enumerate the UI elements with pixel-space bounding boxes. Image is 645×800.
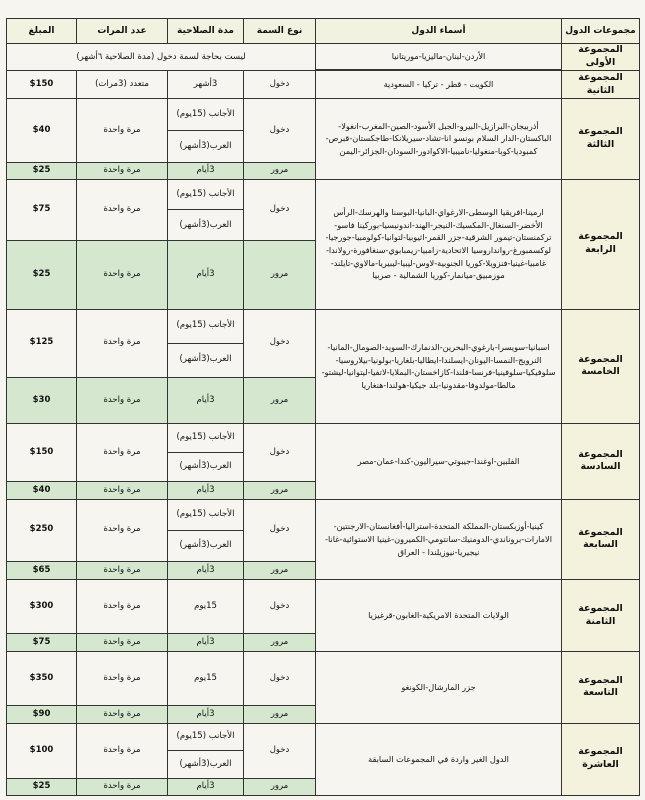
visa-type: مرور <box>244 377 316 423</box>
group-name: المجموعة الأولى <box>562 44 640 71</box>
validity-arab: العرب(3أشهر) <box>168 750 243 778</box>
header-countries: أسماء الدول <box>316 19 562 44</box>
amount: $30 <box>7 377 77 423</box>
group-countries: ارمينا-افريقيا الوسطى-الارغواي-البانيا-البوسنا والهرسك-الرأس الأخضر-السنغال-المكسيك-النيجر-الهند-اندونيسيا-بوركينا فاسو-تركمنستان-تيمور الشرقية-جزر القمر-اثيوبيا-لتوانيا-كولومبيا-جورجيا-لوكسمبورغ-روانداروسيا الاتحادية-زامبيا-زيمبابوي-سنغافورة-رولاندا-غامبيا-غينيا-فنزويلا-كوريا الجنوبية-لاوس-ليبيا-ليبيريا-مالاوي-تايلند-موزمبيق-ميانمار-كوريا الشمالية - صربيا <box>316 179 562 309</box>
table-row <box>7 723 640 779</box>
visa-fees-table <box>6 18 640 796</box>
amount: $40 <box>7 482 77 500</box>
visa-type: مرور <box>244 162 316 179</box>
group-name: المجموعة الثالثة <box>562 98 640 179</box>
amount: $65 <box>7 561 77 580</box>
group-name: المجموعة السابعة <box>562 499 640 580</box>
visa-type: دخول <box>244 652 316 706</box>
validity-foreign: الأجانب (15يوم) <box>176 731 235 742</box>
table-row <box>7 44 640 70</box>
group-name: المجموعة السادسة <box>562 424 640 499</box>
amount: $150 <box>7 424 77 482</box>
validity <box>168 723 244 779</box>
visa-type: مرور <box>244 241 316 309</box>
validity-foreign: الأجانب (15يوم) <box>176 320 235 331</box>
group-name: المجموعة التاسعة <box>562 652 640 723</box>
amount: $75 <box>7 633 77 652</box>
validity <box>168 499 244 561</box>
validity: 3أيام <box>168 561 244 580</box>
amount: $40 <box>7 98 77 162</box>
validity: 3أيام <box>168 633 244 652</box>
visa-type: مرور <box>244 633 316 652</box>
validity: 3أيام <box>168 377 244 423</box>
validity-foreign: الأجانب (15يوم) <box>176 108 235 119</box>
validity <box>168 424 244 482</box>
amount: $350 <box>7 652 77 706</box>
visa-type: دخول <box>244 71 316 98</box>
group-name: المجموعة الثامنة <box>562 580 640 652</box>
entries: مرة واحدة <box>77 779 168 796</box>
table-row <box>7 179 640 241</box>
entries: مرة واحدة <box>77 377 168 423</box>
header-row <box>7 19 640 44</box>
entries: مرة واحدة <box>77 499 168 561</box>
validity-arab: العرب(3أشهر) <box>168 343 243 377</box>
group-countries: الكويت - قطر - تركيا - السعودية <box>316 71 562 98</box>
amount: $25 <box>7 162 77 179</box>
header-visa-type: نوع السمة <box>244 19 316 44</box>
validity-foreign: الأجانب (15يوم) <box>176 188 235 199</box>
validity: 3أيام <box>168 779 244 796</box>
header-entries: عدد المرات <box>77 19 168 44</box>
entries: مرة واحدة <box>77 309 168 377</box>
entries: مرة واحدة <box>77 633 168 652</box>
visa-type: مرور <box>244 482 316 500</box>
table-row <box>7 580 640 634</box>
header-amount: المبلغ <box>7 19 77 44</box>
validity: 3أشهر <box>168 71 244 98</box>
group-countries: الدول الغير واردة في المجموعات السابقة <box>316 723 562 795</box>
table-row <box>7 71 640 98</box>
validity-foreign: الأجانب (15يوم) <box>176 508 235 519</box>
entries: مرة واحدة <box>77 482 168 500</box>
validity: 15يوم <box>168 652 244 706</box>
header-validity: مدة الصلاحية <box>168 19 244 44</box>
validity: 3أيام <box>168 241 244 309</box>
group-countries: الفلبين-اوغندا-جيبوتي-سيراليون-كندا-عمان-مصر <box>316 424 562 499</box>
validity: 3أيام <box>168 482 244 500</box>
amount: $250 <box>7 499 77 561</box>
validity: 3أيام <box>168 162 244 179</box>
group-note: ليست بحاجة لسمة دخول (مدة الصلاحية ٦أشهر) <box>7 44 316 71</box>
group-countries: كينيا-أوزبكستان-المملكة المتحدة-استراليا-أفغانستان-الارجنتين-الامارات-بروناندي-الدومنيك-سانتومي-الكميرون-غينيا الاستوائية-غانا-نيجيريا-نيوزيلندا - العراق <box>316 499 562 580</box>
visa-type: مرور <box>244 706 316 724</box>
entries: مرة واحدة <box>77 580 168 634</box>
validity-arab: العرب(3أشهر) <box>168 209 243 240</box>
visa-type: دخول <box>244 179 316 241</box>
group-name: المجموعة الثانية <box>562 71 640 98</box>
validity <box>168 98 244 162</box>
group-countries: أذربيجان-البرازيل-البيرو-الجبل الأسود-الصين-المغرب-انغولا-الباكستان-الدار السلام بونسو انا-تشاد-سيريلانكا-طاجكستان-قبرص-كمبوديا-كوبا-منغوليا-ناميبيا-الاكوادور-السودان-الجزائر-اليمن <box>316 98 562 179</box>
amount: $90 <box>7 706 77 724</box>
validity-arab: العرب(3أشهر) <box>168 452 243 481</box>
visa-type: دخول <box>244 309 316 377</box>
header-group: مجموعات الدول <box>562 19 640 44</box>
group-countries: الأردن-لبنان-ماليزيا-موريتانيا <box>316 44 562 70</box>
group-name: المجموعة الرابعة <box>562 179 640 309</box>
entries: مرة واحدة <box>77 706 168 724</box>
entries: متعدد (3مرات) <box>77 71 168 98</box>
visa-type: مرور <box>244 561 316 580</box>
visa-type: دخول <box>244 98 316 162</box>
group-countries: الولايات المتحدة الامريكية-الغابون-قرغيزيا <box>316 580 562 652</box>
entries: مرة واحدة <box>77 652 168 706</box>
table-row <box>7 499 640 561</box>
entries: مرة واحدة <box>77 162 168 179</box>
amount: $25 <box>7 779 77 796</box>
amount: $100 <box>7 723 77 779</box>
amount: $125 <box>7 309 77 377</box>
amount: $75 <box>7 179 77 241</box>
group-countries: جزر المارشال-الكونغو <box>316 652 562 723</box>
entries: مرة واحدة <box>77 561 168 580</box>
visa-type: دخول <box>244 723 316 779</box>
entries: مرة واحدة <box>77 179 168 241</box>
entries: مرة واحدة <box>77 723 168 779</box>
visa-type: دخول <box>244 424 316 482</box>
table-row <box>7 309 640 377</box>
table-row <box>7 424 640 482</box>
group-name: المجموعة الخامسة <box>562 309 640 424</box>
amount: $150 <box>7 71 77 98</box>
amount: $300 <box>7 580 77 634</box>
validity <box>168 179 244 241</box>
group-name: المجموعة العاشرة <box>562 723 640 795</box>
validity-arab: العرب(3أشهر) <box>168 530 243 561</box>
visa-type: دخول <box>244 580 316 634</box>
validity: 3أيام <box>168 706 244 724</box>
validity <box>168 309 244 377</box>
entries: مرة واحدة <box>77 241 168 309</box>
amount: $25 <box>7 241 77 309</box>
entries: مرة واحدة <box>77 424 168 482</box>
visa-type: دخول <box>244 499 316 561</box>
table-row <box>7 98 640 162</box>
validity: 15يوم <box>168 580 244 634</box>
visa-type: مرور <box>244 779 316 796</box>
validity-foreign: الأجانب (15يوم) <box>176 432 235 443</box>
group-countries: اسبانيا-سويسرا-بارغوي-البحرين-الدنمارك-السويد-الصومال-المانيا-النرويج-النمسا-اليونان-ايسلندا-ايطاليا-بلغاريا-بولونيا-بيلاروسيا-سلوفيكيا-سلوفينيا-فرنسا-فلندا-كازاخستان-البملايا-لاتفيا-ليتوانيا-ليشتو-مالطا-مولدوفا-مقدونيا-بلد جيكيا-هولندا-هنغاريا <box>316 309 562 424</box>
table-row <box>7 652 640 706</box>
entries: مرة واحدة <box>77 98 168 162</box>
validity-arab: العرب(3أشهر) <box>168 130 243 162</box>
